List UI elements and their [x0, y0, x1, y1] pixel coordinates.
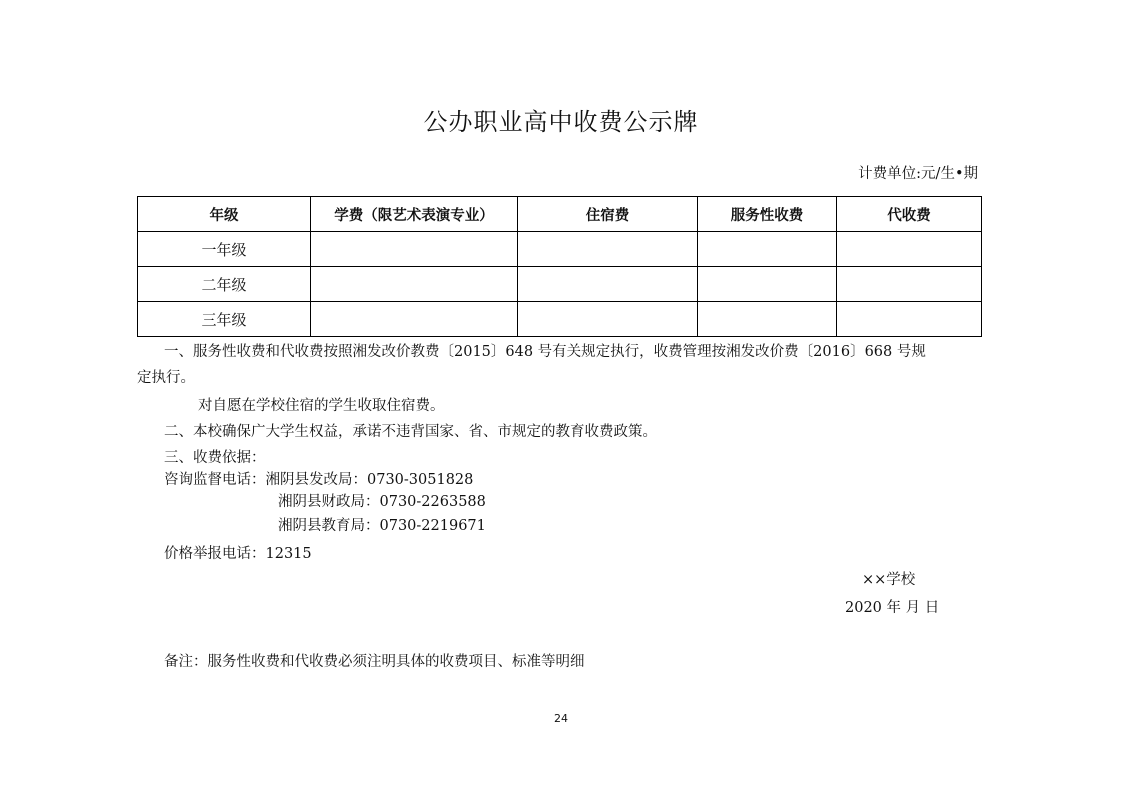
header-accommodation: 住宿费 [518, 197, 698, 232]
service-fee-cell [698, 267, 837, 302]
accommodation-cell [518, 267, 698, 302]
table-row [138, 267, 982, 302]
accommodation-cell [518, 302, 698, 337]
service-fee-cell [698, 302, 837, 337]
header-tuition: 学费（限艺术表演专业） [311, 197, 518, 232]
page-number: 24 [554, 712, 568, 725]
remark: 备注：服务性收费和代收费必须注明具体的收费项目、标准等明细 [164, 654, 585, 670]
collected-fee-cell [837, 267, 982, 302]
accommodation-cell [518, 232, 698, 267]
unit-label: 计费单位:元/生•期 [858, 166, 978, 182]
signature-date: 2020 年 月 日 [845, 600, 940, 616]
grade-cell: 三年级 [138, 302, 311, 337]
contact-line-finance: 湘阴县财政局：0730-2263588 [278, 494, 486, 510]
grade-cell: 一年级 [138, 232, 311, 267]
contact-line-development: 咨询监督电话：湘阴县发改局：0730-3051828 [164, 472, 474, 488]
header-collected-fee: 代收费 [837, 197, 982, 232]
collected-fee-cell [837, 302, 982, 337]
note-1-accommodation: 对自愿在学校住宿的学生收取住宿费。 [198, 398, 445, 414]
fee-table [137, 196, 982, 337]
note-1-line-2: 定执行。 [137, 370, 195, 386]
table-row [138, 302, 982, 337]
header-grade: 年级 [138, 197, 311, 232]
tuition-cell [311, 232, 518, 267]
collected-fee-cell [837, 232, 982, 267]
price-hotline: 价格举报电话：12315 [164, 546, 312, 562]
tuition-cell [311, 302, 518, 337]
service-fee-cell [698, 232, 837, 267]
tuition-cell [311, 267, 518, 302]
table-row [138, 232, 982, 267]
table-header-row [138, 197, 982, 232]
contact-line-education: 湘阴县教育局：0730-2219671 [278, 518, 486, 534]
page-title: 公办职业高中收费公示牌 [423, 108, 699, 136]
grade-cell: 二年级 [138, 267, 311, 302]
note-3-heading: 三、收费依据： [164, 450, 266, 466]
note-1-line-1: 一、服务性收费和代收费按照湘发改价教费〔2015〕648 号有关规定执行，收费管理按湘发改价费〔2016〕668 号规 [164, 344, 926, 360]
header-service-fee: 服务性收费 [698, 197, 837, 232]
signature-school: ××学校 [862, 572, 916, 588]
note-2: 二、本校确保广大学生权益，承诺不违背国家、省、市规定的教育收费政策。 [164, 424, 657, 440]
